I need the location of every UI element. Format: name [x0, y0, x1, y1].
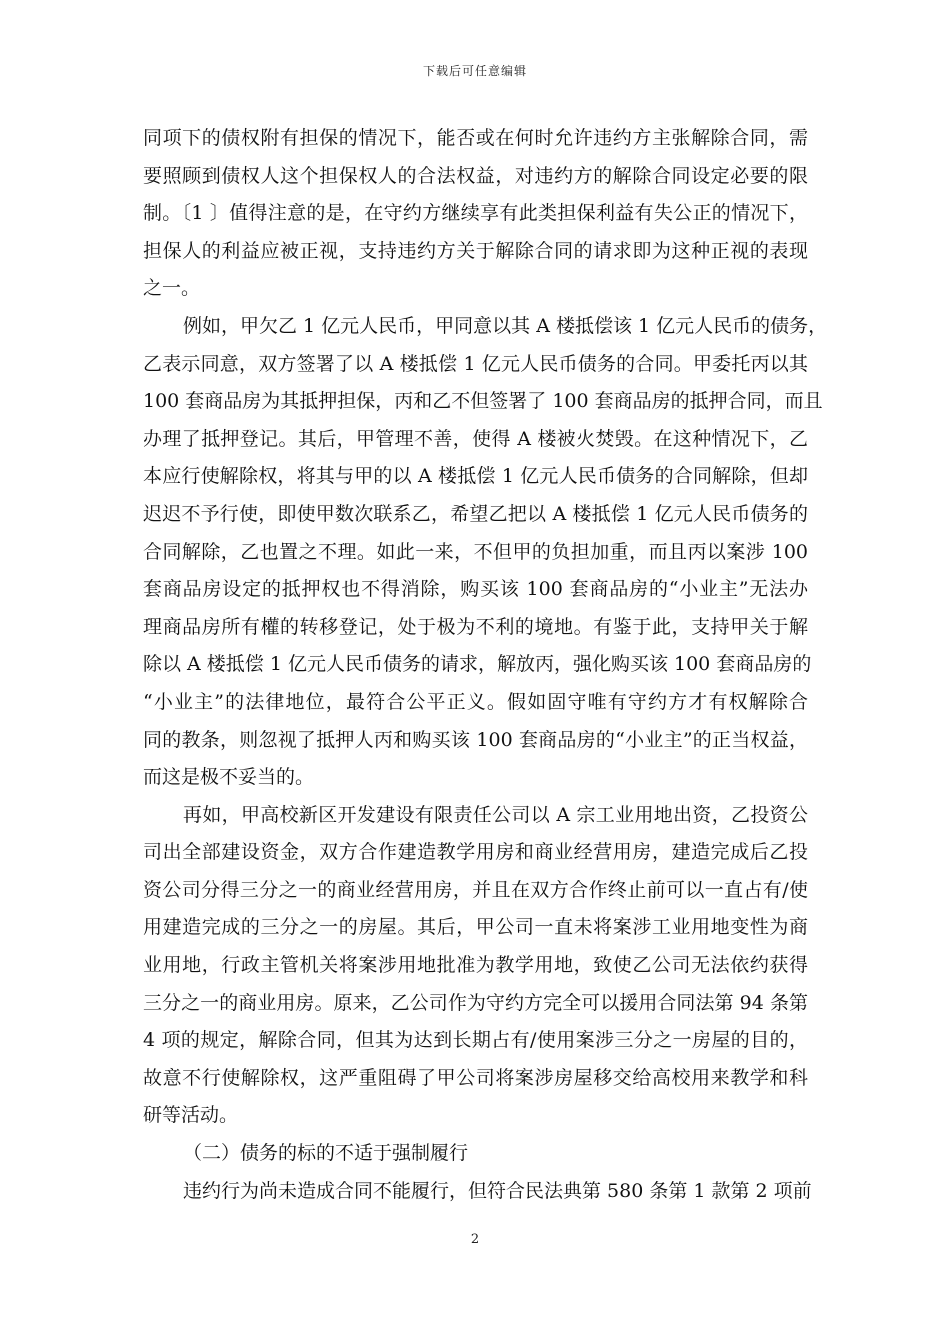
text-line: 100 套商品房为其抵押担保，丙和乙不但签署了 100 套商品房的抵押合同，而且: [143, 390, 823, 413]
text-line: 资公司分得三分之一的商业经营用房，并且在双方合作终止前可以一直占有/使: [143, 878, 808, 901]
text-line: 同项下的债权附有担保的情况下，能否或在何时允许违约方主张解除合同，需: [143, 127, 808, 149]
page-number: 2: [470, 1232, 480, 1247]
text-line: 制。〔1 〕值得注意的是，在守约方继续享有此类担保利益有失公正的情况下，: [143, 202, 808, 225]
text-line: 合同解除，乙也置之不理。如此一来，不但甲的负担加重，而且丙以案涉 100: [143, 540, 808, 563]
text-line: 而这是极不妥当的。: [143, 766, 315, 789]
text-line: 之一。: [143, 277, 201, 300]
text-line: 研等活动。: [143, 1104, 239, 1127]
document-body: [143, 120, 828, 1210]
text-line: 套商品房设定的抵押权也不得消除，购买该 100 套商品房的“小业主”无法办: [143, 578, 808, 601]
text-line: 乙表示同意，双方签署了以 A 楼抵偿 1 亿元人民币债务的合同。甲委托丙以其: [143, 352, 808, 375]
text-line: 要照顾到债权人这个担保权人的合法权益，对违约方的解除合同设定必要的限: [143, 164, 808, 187]
text-line: 三分之一的商业用房。原来，乙公司作为守约方完全可以援用合同法第 94 条第: [143, 991, 808, 1014]
text-line: （二）债务的标的不适于强制履行: [183, 1142, 469, 1165]
text-line: 业用地，行政主管机关将案涉用地批准为教学用地，致使乙公司无法依约获得: [143, 954, 808, 977]
text-line: 故意不行使解除权，这严重阻碍了甲公司将案涉房屋移交给高校用来教学和科: [143, 1066, 808, 1089]
text-line: 办理了抵押登记。其后，甲管理不善，使得 A 楼被火焚毁。在这种情况下，乙: [143, 427, 808, 450]
text-line: 4 项的规定，解除合同，但其为达到长期占有/使用案涉三分之一房屋的目的，: [143, 1029, 808, 1052]
text-line: 例如，甲欠乙 1 亿元人民币，甲同意以其 A 楼抵偿该 1 亿元人民币的债务，: [183, 314, 828, 337]
text-line: 迟迟不予行使，即使甲数次联系乙，希望乙把以 A 楼抵偿 1 亿元人民币债务的: [143, 502, 808, 525]
text-line: “小业主”的法律地位，最符合公平正义。假如固守唯有守约方才有权解除合: [143, 690, 808, 713]
text-line: 担保人的利益应被正视，支持违约方关于解除合同的请求即为这种正视的表现: [143, 239, 808, 262]
text-line: 本应行使解除权，将其与甲的以 A 楼抵偿 1 亿元人民币债务的合同解除，但却: [143, 465, 808, 488]
text-line: 司出全部建设资金，双方合作建造教学用房和商业经营用房，建造完成后乙投: [143, 841, 808, 864]
text-line: 用建造完成的三分之一的房屋。其后，甲公司一直未将案涉工业用地变性为商: [143, 916, 808, 939]
text-line: 同的教条，则忽视了抵押人丙和购买该 100 套商品房的“小业主”的正当权益，: [143, 728, 808, 751]
text-line: 再如，甲高校新区开发建设有限责任公司以 A 宗工业用地出资，乙投资公: [183, 803, 808, 826]
page-header: 下载后可任意编辑: [422, 64, 527, 78]
text-line: 违约行为尚未造成合同不能履行，但符合民法典第 580 条第 1 款第 2 项前: [183, 1179, 812, 1202]
text-line: 理商品房所有權的转移登记，处于极为不利的境地。有鉴于此，支持甲关于解: [143, 615, 808, 638]
text-line: 除以 A 楼抵偿 1 亿元人民币债务的请求，解放丙，强化购买该 100 套商品房的: [143, 653, 812, 676]
